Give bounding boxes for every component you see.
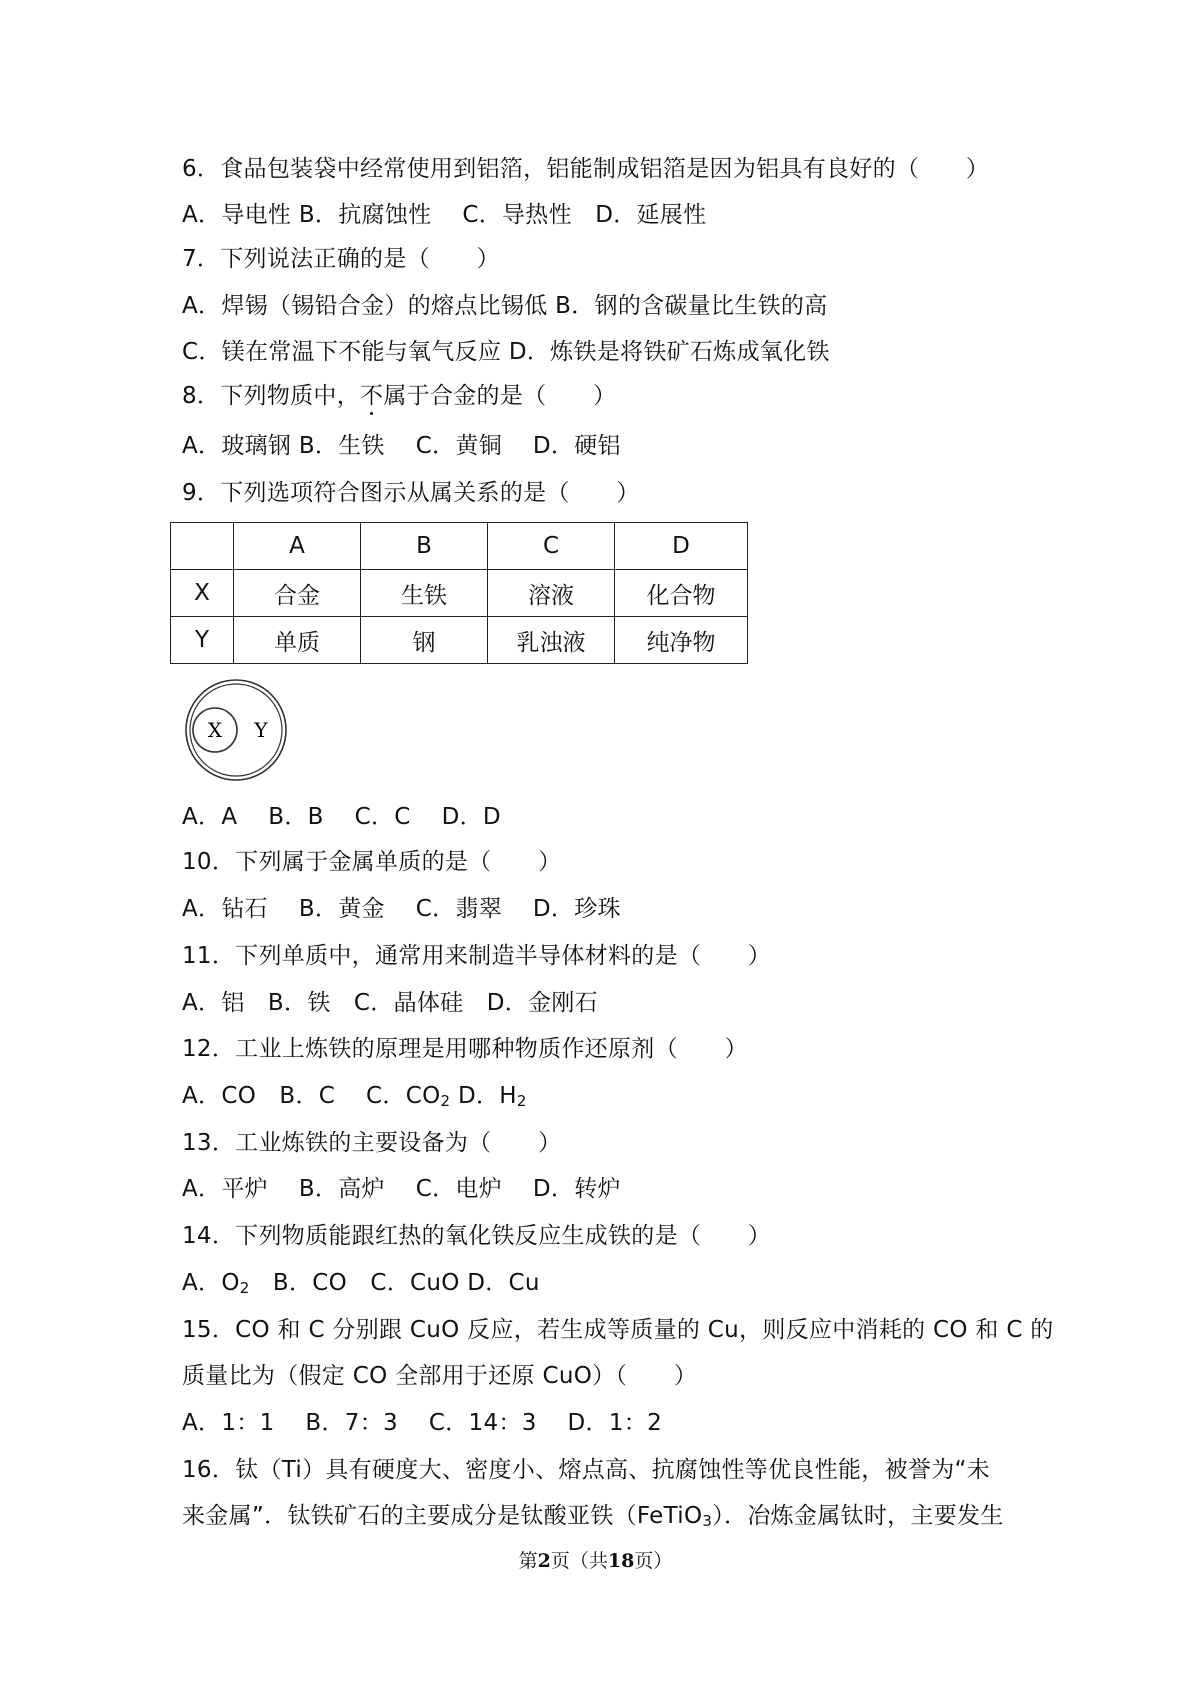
q7-stem: 7．下列说法正确的是（ ） [182,246,500,272]
q12-opt-a: A．CO B．C C．CO [182,1083,441,1109]
total-pages: 18 [607,1550,635,1572]
footer-text: 页（共 [550,1550,608,1572]
page-footer [0,1546,1191,1573]
table-cell: X [171,570,234,617]
table-cell: 单质 [234,617,361,664]
page-number: 2 [537,1550,551,1572]
table-cell: B [361,523,488,570]
q9-venn-diagram [182,678,292,782]
table-row [171,617,748,664]
table-cell: 纯净物 [615,617,748,664]
q6-options: A．导电性 B．抗腐蚀性 C．导热性 D．延展性 [182,202,707,228]
q8-options: A．玻璃钢 B．生铁 C．黄铜 D．硬铝 [182,433,621,459]
q14-opt-a-sub: 2 [239,1279,250,1297]
table-cell: 合金 [234,570,361,617]
q12-opt-a-sub: 2 [440,1092,451,1110]
q8-stem-b: 属于合金的是（ ） [383,383,617,409]
q9-stem: 9．下列选项符合图示从属关系的是（ ） [182,480,640,506]
q10-stem: 10．下列属于金属单质的是（ ） [182,849,562,875]
q14-opt-a: A．O [182,1270,240,1296]
table-cell: 生铁 [361,570,488,617]
q14-stem: 14．下列物质能跟红热的氧化铁反应生成铁的是（ ） [182,1223,772,1249]
table-cell: Y [171,617,234,664]
q8-stem [182,380,616,412]
q15-options: A．1：1 B．7：3 C．14：3 D．1：2 [182,1410,663,1436]
q7-options-cd: C．镁在常温下不能与氧气反应 D．炼铁是将铁矿石炼成氧化铁 [182,339,830,365]
table-cell [171,523,234,570]
q13-options: A．平炉 B．高炉 C．电炉 D．转炉 [182,1176,621,1202]
venn-label-y: Y [254,718,268,742]
venn-label-x: X [207,718,223,742]
q15-stem-line1: 15．CO 和 C 分别跟 CuO 反应，若生成等质量的 Cu，则反应中消耗的 CO 和 C 的 [182,1317,1054,1343]
q13-stem: 13．工业炼铁的主要设备为（ ） [182,1130,562,1156]
q16-line2-a: 来金属”．钛铁矿石的主要成分是钛酸亚铁（FeTiO [182,1503,703,1529]
table-cell: A [234,523,361,570]
q8-stem-a: 8．下列物质中， [182,383,361,409]
table-row [171,570,748,617]
q11-options: A．铝 B．铁 C．晶体硅 D．金刚石 [182,990,598,1016]
table-row [171,523,748,570]
table-cell: 溶液 [488,570,615,617]
q7-options-ab: A．焊锡（锡铅合金）的熔点比锡低 B．钢的含碳量比生铁的高 [182,293,828,319]
table-cell: 化合物 [615,570,748,617]
footer-text: 第 [518,1550,538,1572]
q11-stem: 11．下列单质中，通常用来制造半导体材料的是（ ） [182,943,772,969]
footer-text: 页） [634,1550,673,1572]
q12-options [182,1080,527,1112]
q16-line2-b: ）．冶炼金属钛时，主要发生 [712,1503,1004,1529]
table-cell: D [615,523,748,570]
q16-stem-line1: 16．钛（Ti）具有硬度大、密度小、熔点高、抗腐蚀性等优良性能，被誉为“未 [182,1457,991,1483]
q9-table [170,522,748,664]
q10-options: A．钻石 B．黄金 C．翡翠 D．珍珠 [182,896,621,922]
q12-stem: 12．工业上炼铁的原理是用哪种物质作还原剂（ ） [182,1036,748,1062]
q16-stem-line2 [182,1500,1004,1532]
q12-opt-b: D．H [450,1083,517,1109]
q6-stem: 6．食品包装袋中经常使用到铝箔，铝能制成铝箔是因为铝具有良好的（ ） [182,156,990,182]
table-cell: 乳浊液 [488,617,615,664]
q12-opt-b-sub: 2 [516,1092,527,1110]
table-cell: 钢 [361,617,488,664]
q15-stem-line2: 质量比为（假定 CO 全部用于还原 CuO）（ ） [182,1363,698,1389]
q8-emphasis-not: 不 [360,383,384,409]
q16-line2-sub: 3 [702,1512,713,1530]
venn-outer-circle-inner-ring [190,684,282,776]
q14-opt-b: B．CO C．CuO D．Cu [249,1270,540,1296]
q14-options [182,1267,540,1299]
venn-outer-circle [186,680,286,780]
table-cell: C [488,523,615,570]
q9-options: A．A B．B C．C D．D [182,804,501,830]
